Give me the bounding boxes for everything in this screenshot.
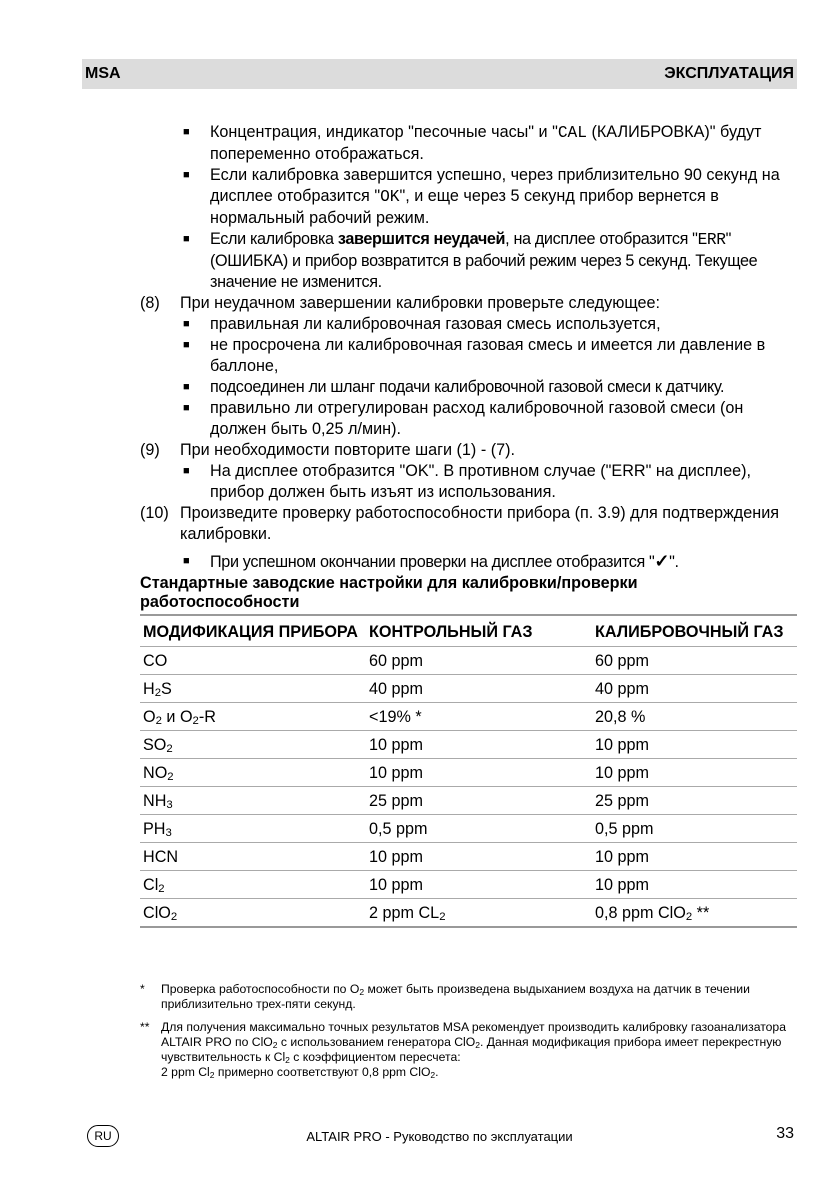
list-item: [140, 398, 800, 440]
cell-test-gas: 10 ppm: [369, 876, 423, 894]
subscript: 3: [166, 799, 173, 811]
table-row: [140, 815, 797, 843]
step-number: (10): [140, 504, 169, 522]
cell-cal-gas: 10 ppm: [595, 848, 649, 866]
step-10: [140, 503, 800, 545]
header-brand: MSA: [85, 65, 121, 82]
cell-cal-gas: 0,5 ppm: [595, 820, 654, 838]
subscript: 2: [158, 883, 165, 895]
item-text: " (ОШИБКА) и прибор возвратится в рабочий режим через 5 секунд. Текущее значение не изменится.: [210, 230, 758, 291]
cell-cal-gas: 20,8 %: [595, 708, 646, 726]
item-text: На дисплее отобразится "OK". В противном случае ("ERR" на дисплее), прибор должен быть изъят из использования.: [210, 462, 751, 501]
cell-model: $NH_3$: [143, 792, 173, 811]
footnote-marker: *: [140, 982, 145, 996]
item-text: , на дисплее отобразится ": [505, 230, 698, 248]
subscript: 2: [685, 911, 693, 923]
table-row: [140, 675, 797, 703]
footnote: [140, 1020, 800, 1080]
bullet-icon: ■: [183, 126, 190, 138]
list-item: [140, 551, 800, 573]
language-badge: RU: [87, 1125, 119, 1147]
bullet-icon: ■: [183, 339, 190, 351]
step-text: Произведите проверку работоспособности прибора (п. 3.9) для подтверждения калибровки.: [180, 504, 779, 543]
cell-test-gas: 10 ppm: [369, 764, 423, 782]
subscript: 2: [166, 743, 173, 755]
cell-model: $Cl_2$: [143, 876, 165, 895]
table-row: [140, 787, 797, 815]
step-9-list: [140, 461, 800, 503]
bullet-icon: ■: [183, 318, 190, 330]
top-bullet-list: [140, 122, 800, 293]
cell-model: $O_2$ и $O_2-R$: [143, 708, 216, 727]
cell-cal-gas: 40 ppm: [595, 680, 649, 698]
step-9: [140, 440, 800, 461]
footnotes: [140, 982, 800, 1088]
list-item: [140, 165, 800, 229]
item-text: подсоединен ли шланг подачи калибровочной газовой смеси к датчику.: [210, 378, 725, 396]
cell-cal-gas: 10 ppm: [595, 736, 649, 754]
cell-test-gas: 0,5 ppm: [369, 820, 428, 838]
item-text-bold: завершится неудачей: [337, 230, 506, 248]
bullet-icon: ■: [183, 555, 190, 567]
subscript: 2: [439, 911, 446, 923]
step-8-list: [140, 314, 800, 440]
footnote-marker: **: [140, 1020, 150, 1034]
cell-cal-gas: 0,8 ppm ClO$_2$ **: [595, 904, 710, 923]
subscript: 3: [165, 827, 172, 839]
bullet-icon: ■: [183, 233, 190, 245]
item-text: не просрочена ли калибровочная газовая смесь и имеется ли давление в баллоне,: [210, 336, 766, 375]
cell-model: $H_2S$: [143, 680, 172, 699]
item-text: правильная ли калибровочная газовая смесь используется,: [210, 315, 661, 333]
list-item: [140, 461, 800, 503]
subscript: 2: [170, 911, 178, 923]
table-row: [140, 871, 797, 899]
footnote-text: Для получения максимально точных результатов MSA рекомендует производить калибровку газоанализатора ALTAIR PRO по ClO$_2$ с использованием генератора ClO$_2$. Данная модификация прибора имеет перекрестную чувствительность к $Cl_2$ с коэффициентом пересчета: 2 ppm $Cl_2$ примерно соответствуют 0,8 ppm ClO$_2$.: [161, 1020, 786, 1080]
list-item: [140, 229, 800, 293]
cell-model: $SO_2$: [143, 736, 173, 755]
step-text: При необходимости повторите шаги (1) - (7).: [180, 441, 515, 459]
cell-test-gas: 60 ppm: [369, 652, 423, 670]
table-row: [140, 899, 797, 928]
item-text: (КАЛИБРОВКА)" будут попеременно отображаться.: [210, 123, 762, 163]
table-row: [140, 731, 797, 759]
item-text: Концентрация, индикатор "песочные часы" и ": [210, 123, 558, 141]
display-code: CAL: [557, 124, 587, 142]
bullet-icon: ■: [183, 402, 190, 414]
column-header-model: МОДИФИКАЦИЯ ПРИБОРА: [143, 623, 358, 641]
display-code: ERR: [697, 231, 726, 249]
subscript: 2: [155, 715, 162, 727]
table-header-row: [140, 615, 797, 647]
footer-title: ALTAIR PRO - Руководство по эксплуатации: [306, 1129, 573, 1144]
item-text: Если калибровка: [210, 230, 338, 248]
footnote: [140, 982, 800, 1012]
bullet-icon: ■: [183, 381, 190, 393]
table-row: [140, 703, 797, 731]
cell-cal-gas: 10 ppm: [595, 876, 649, 894]
subscript: 2: [167, 771, 174, 783]
cell-model: $NO_2$: [143, 764, 174, 783]
cell-cal-gas: 60 ppm: [595, 652, 649, 670]
page-number: 33: [776, 1125, 794, 1142]
table-row: [140, 759, 797, 787]
footnote-text: Проверка работоспособности по $O_2$ может быть произведена выдыханием воздуха на датчик в течении приблизительно трех-пяти секунд.: [161, 982, 750, 1011]
cell-test-gas: 2 ppm $CL_2$: [369, 904, 446, 923]
cell-test-gas: 25 ppm: [369, 792, 423, 810]
cell-model: ClO$_2$: [143, 904, 178, 923]
checkmark-icon: ✓: [654, 551, 670, 571]
cell-model: $PH_3$: [143, 820, 172, 839]
table-row: [140, 843, 797, 871]
step-text: При неудачном завершении калибровки проверьте следующее:: [180, 294, 660, 312]
column-header-test-gas: КОНТРОЛЬНЫЙ ГАЗ: [369, 623, 533, 641]
item-text: Если калибровка завершится успешно, через приблизительно 90 секунд на дисплее отобразится ": [210, 166, 780, 205]
settings-table: [140, 614, 797, 928]
step-number: (8): [140, 294, 160, 312]
list-item: [140, 314, 800, 335]
step-8: [140, 293, 800, 314]
cell-test-gas: 10 ppm: [369, 848, 423, 866]
cell-cal-gas: 25 ppm: [595, 792, 649, 810]
display-code: OK: [380, 188, 400, 206]
item-text: При успешном окончании проверки на дисплее отобразится ": [210, 553, 655, 571]
cell-cal-gas: 10 ppm: [595, 764, 649, 782]
item-text: ", и еще через 5 секунд прибор вернется в нормальный рабочий режим.: [210, 187, 719, 227]
list-item: [140, 122, 800, 165]
cell-model: CO: [143, 652, 168, 670]
section-title: Стандартные заводские настройки для калибровки/проверки работоспособности: [140, 574, 638, 611]
header-section: ЭКСПЛУАТАЦИЯ: [664, 65, 794, 82]
cell-test-gas: <19% *: [369, 708, 422, 726]
bullet-icon: ■: [183, 465, 190, 477]
item-text: правильно ли отрегулирован расход калибровочной газовой смеси (он должен быть 0,25 л/мин).: [210, 399, 744, 438]
bullet-icon: ■: [183, 169, 190, 181]
list-item: [140, 377, 800, 398]
page-header: [82, 59, 797, 89]
cell-test-gas: 10 ppm: [369, 736, 423, 754]
column-header-cal-gas: КАЛИБРОВОЧНЫЙ ГАЗ: [595, 623, 784, 641]
subscript: 2: [154, 687, 162, 699]
list-item: [140, 335, 800, 377]
subscript: 2: [192, 715, 199, 727]
table-row: [140, 647, 797, 675]
main-content: [140, 122, 800, 928]
item-text: ".: [669, 553, 679, 571]
page-footer: [82, 1125, 797, 1149]
step-number: (9): [140, 441, 160, 459]
cell-test-gas: 40 ppm: [369, 680, 423, 698]
cell-model: HCN: [143, 848, 179, 866]
